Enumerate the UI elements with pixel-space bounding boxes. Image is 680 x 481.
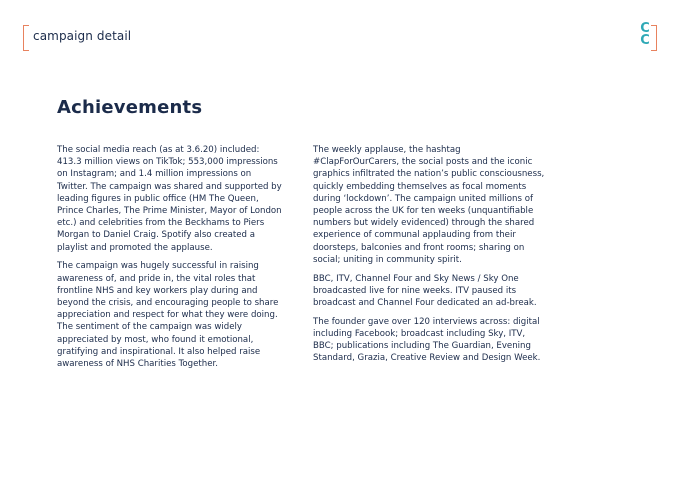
left-text-column [57, 144, 282, 377]
logo-letter-top: C [640, 21, 650, 36]
paragraph: The social media reach (as at 3.6.20) included: 413.3 million views on TikTok; 553,000 impressions on Instagram; and 1.4 million impressions on Twitter. The campaign was shared and supported by leading figures in public office (HM The Queen, Prince Charles, The Prime Minister, Mayor of London etc.) and celebrities from the Beckhams to Piers Morgan to Daniel Craig. Spotify also created a playlist and promoted the applause. [57, 145, 282, 253]
section-title: campaign detail [33, 29, 132, 43]
logo [640, 23, 650, 47]
paragraph: BBC, ITV, Channel Four and Sky News / Sky One broadcasted live for nine weeks. ITV paused its broadcast and Channel Four dedicated an ad-break. [313, 273, 537, 308]
paragraph: The weekly applause, the hashtag #ClapForOurCarers, the social posts and the iconic graphics infiltrated the nation’s public consciousness, quickly embedding themselves as focal moments during ‘lockdown’. The campaign united millions of people across the UK for ten weeks (unquantifiable numbers but widely evidenced) through the shared experience of communal applauding from their doorsteps, balconies and front rooms; sharing on social; uniting in community spirit. [313, 145, 545, 265]
logo-letter-bottom: C [640, 33, 650, 48]
right-bracket-decoration [651, 25, 657, 51]
right-text-column [313, 144, 545, 371]
paragraph: The founder gave over 120 interviews across: digital including Facebook; broadcast including Sky, ITV, BBC; publications including The Guardian, Evening Standard, Grazia, Creative Review and Design Week. [313, 316, 541, 364]
paragraph: The campaign was hugely successful in raising awareness of, and pride in, the vital roles that frontline NHS and key workers play during and beyond the crisis, and encouraging people to share appreciation and respect for what they were doing. The sentiment of the campaign was widely appreciated by most, who found it emotional, gratifying and inspirational. It also helped raise awareness of NHS Charities Together. [57, 261, 279, 369]
left-bracket-decoration [23, 25, 29, 51]
page-heading: Achievements [57, 97, 203, 118]
